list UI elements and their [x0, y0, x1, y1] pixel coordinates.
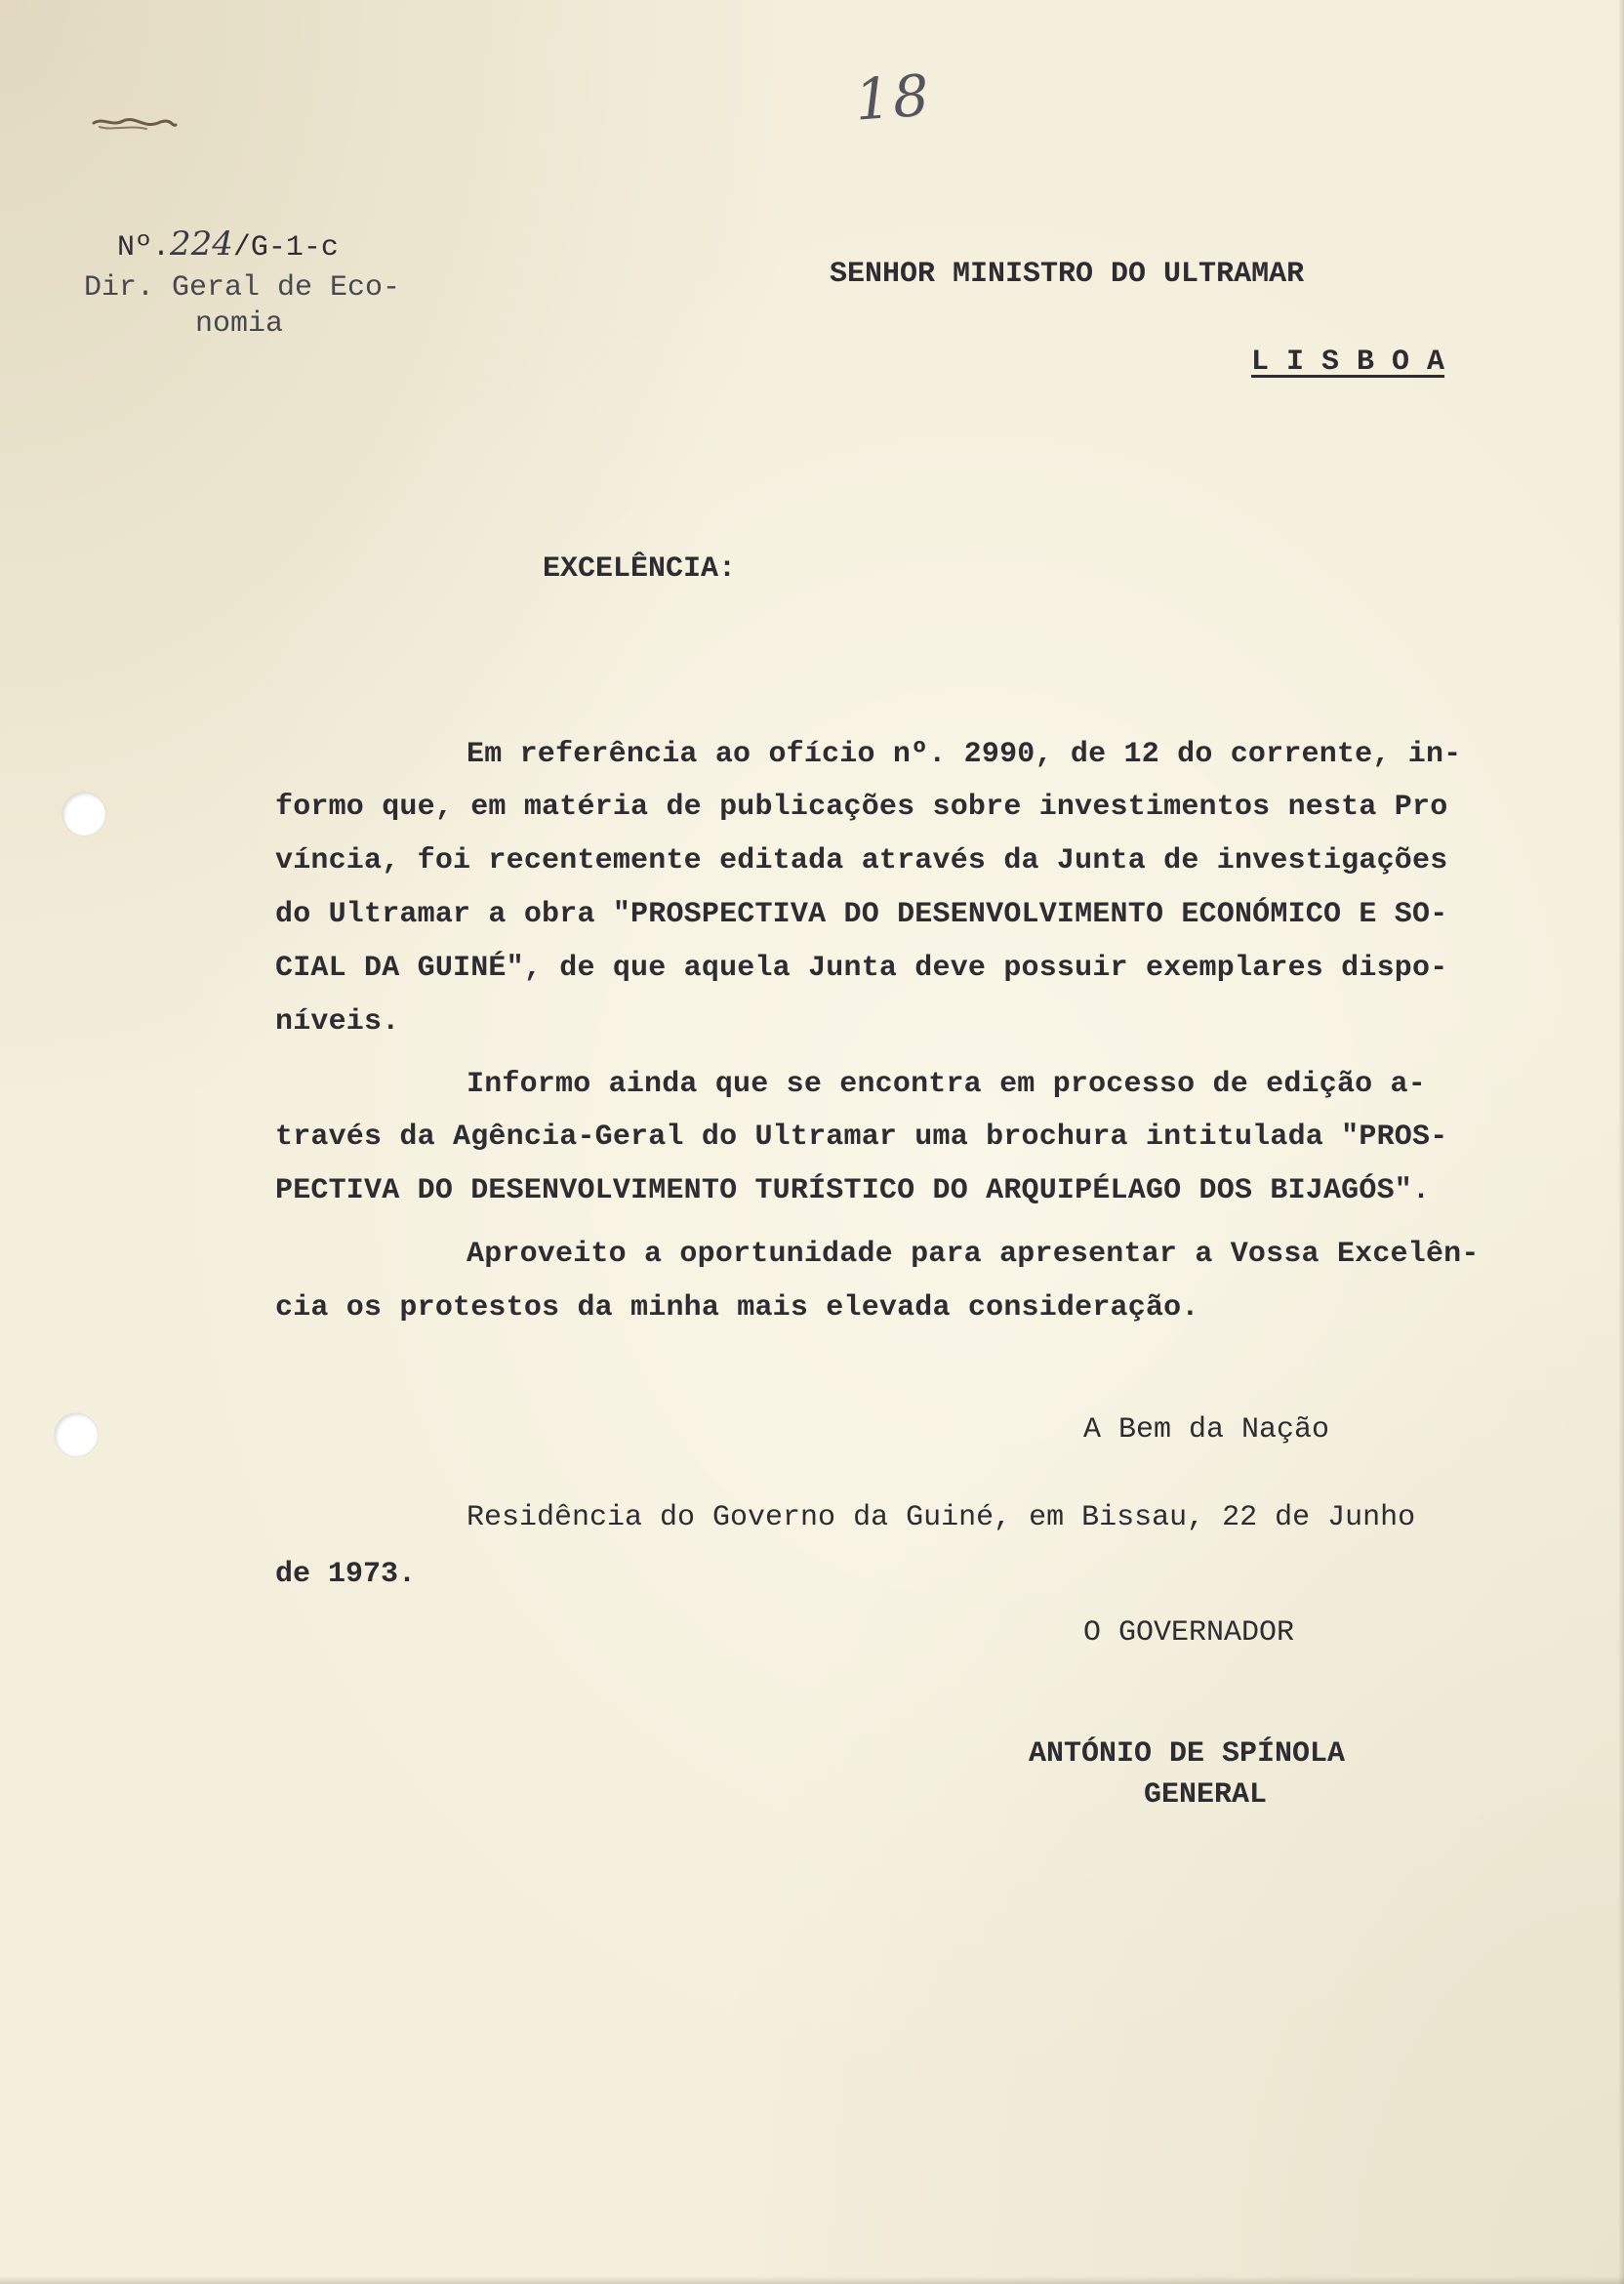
reference-number-handwritten: 224	[170, 224, 233, 264]
reference-department-line1: Dir. Geral de Eco-	[84, 271, 401, 305]
paragraph-2-line-1: Informo ainda que se encontra em processo de edição a-	[467, 1068, 1426, 1101]
signatory-name: ANTÓNIO DE SPÍNOLA	[1029, 1737, 1346, 1771]
paragraph-3-line-1: Aproveito a oportunidade para apresentar a Vossa Excelên-	[467, 1238, 1480, 1271]
reference-number-suffix: /G-1-c	[232, 231, 339, 265]
place-date-line-1: Residência do Governo da Guiné, em Bissau, 22 de Junho	[467, 1501, 1416, 1534]
paragraph-3-line-2: cia os protestos da minha mais elevada consideração.	[275, 1291, 1199, 1325]
reference-number	[117, 224, 339, 267]
paragraph-1-line-6: níveis.	[275, 1005, 400, 1039]
pen-scribble-mark	[90, 113, 178, 137]
addressee-city: L I S B O A	[1251, 346, 1445, 379]
paragraph-2-line-3: PECTIVA DO DESENVOLVIMENTO TURÍSTICO DO ARQUIPÉLAGO DOS BIJAGÓS".	[275, 1174, 1431, 1207]
handwritten-page-number: 18	[852, 61, 934, 134]
paragraph-1-line-1: Em referência ao ofício nº. 2990, de 12 do corrente, in-	[467, 738, 1462, 771]
signatory-title: O GOVERNADOR	[1083, 1616, 1295, 1650]
place-date-line-2: de 1973.	[275, 1558, 417, 1591]
paragraph-1-line-4: do Ultramar a obra "PROSPECTIVA DO DESENVOLVIMENTO ECONÓMICO E SO-	[275, 898, 1448, 931]
paragraph-1-line-2: formo que, em matéria de publicações sobre investimentos nesta Pro	[275, 791, 1448, 824]
salutation: EXCELÊNCIA:	[543, 552, 737, 586]
paper-edge-shadow-bottom	[0, 2276, 1624, 2284]
paragraph-2-line-2: través da Agência-Geral do Ultramar uma brochura intitulada "PROS-	[275, 1121, 1448, 1154]
punch-hole-upper	[62, 793, 105, 836]
closing-formula: A Bem da Nação	[1083, 1413, 1330, 1447]
reference-department-line2: nomia	[195, 307, 284, 341]
paragraph-1-line-5: CIAL DA GUINÉ", de que aquela Junta deve possuir exemplares dispo-	[275, 952, 1448, 985]
addressee: SENHOR MINISTRO DO ULTRAMAR	[830, 258, 1305, 291]
paragraph-1-line-3: víncia, foi recentemente editada através da Junta de investigações	[275, 844, 1448, 877]
reference-number-prefix: Nº.	[117, 231, 171, 265]
signatory-rank: GENERAL	[1144, 1778, 1268, 1812]
paper-edge-shadow-right	[1618, 0, 1624, 2284]
punch-hole-lower	[55, 1413, 98, 1456]
